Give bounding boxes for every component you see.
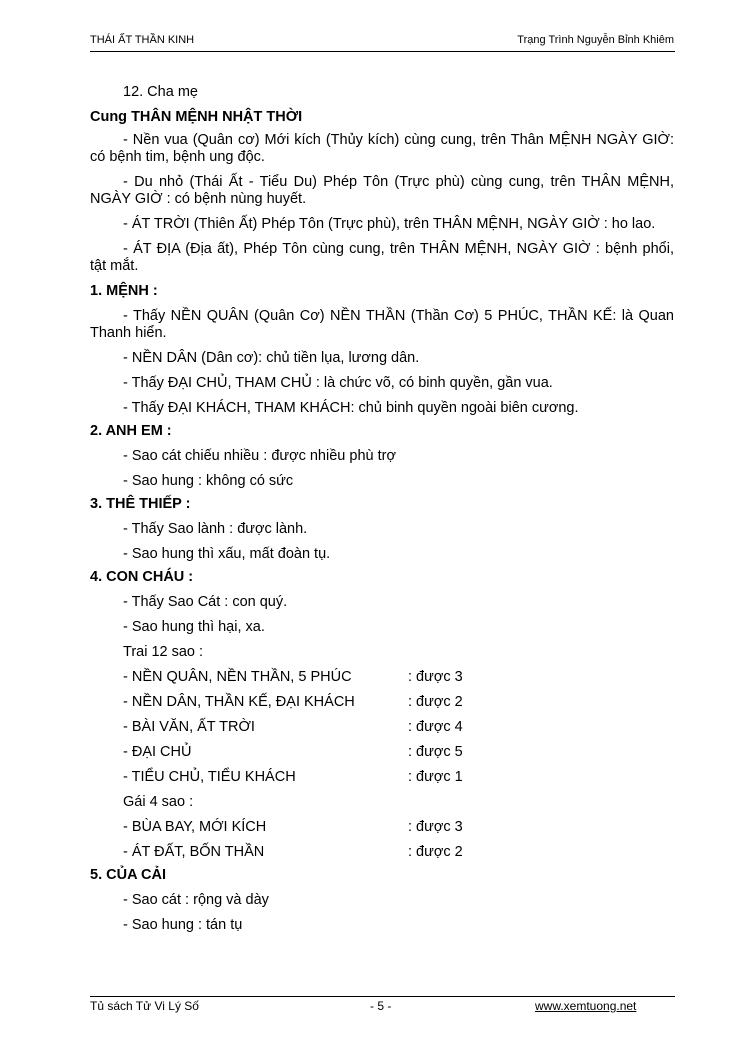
- section-5-line: - Sao hung : tán tụ: [123, 917, 243, 933]
- section-1-line: - Thấy ĐẠI CHỦ, THAM CHỦ : là chức võ, có binh quyền, gần vua.: [123, 375, 553, 391]
- gai-row-value: : được 2: [408, 844, 463, 860]
- section-4-line: - Sao hung thì hại, xa.: [123, 619, 265, 635]
- section-1-line: - NỀN DÂN (Dân cơ): chủ tiền lụa, lương dân.: [123, 350, 420, 366]
- gai-row-value: : được 3: [408, 819, 463, 835]
- section-4-heading: 4. CON CHÁU :: [90, 569, 194, 585]
- trai-list: [90, 669, 674, 786]
- section-3-line: - Sao hung thì xấu, mất đoàn tụ.: [123, 546, 331, 562]
- trai-row-value: : được 4: [408, 719, 463, 735]
- gai-row-name: - ÁT ĐẤT, BỐN THẦN: [123, 844, 265, 860]
- section-3-line: - Thấy Sao lành : được lành.: [123, 521, 308, 537]
- page-number: - 5 -: [370, 999, 392, 1013]
- trai-row-name: - BÀI VĂN, ẤT TRỜI: [123, 719, 255, 735]
- section-3-heading: 3. THÊ THIẾP :: [90, 496, 191, 512]
- trai-row-name: - NỀN QUÂN, NỀN THẦN, 5 PHÚC: [123, 669, 352, 685]
- gai-label: Gái 4 sao :: [123, 794, 194, 810]
- section-1-heading: 1. MỆNH :: [90, 283, 158, 299]
- trai-row: [123, 694, 674, 711]
- section-2-heading: 2. ANH EM :: [90, 423, 172, 439]
- cung-line: - ÁT TRỜI (Thiên Ất) Phép Tôn (Trực phù), trên THÂN MỆNH, NGÀY GIỜ : ho lao.: [123, 216, 656, 232]
- gai-row: [123, 844, 674, 861]
- trai-row-value: : được 5: [408, 744, 463, 760]
- trai-row: [123, 744, 674, 761]
- gai-list: [90, 819, 674, 861]
- trai-row-name: - ĐẠI CHỦ: [123, 744, 192, 760]
- footer-collection: Tủ sách Tử Vi Lý Số: [90, 999, 199, 1013]
- trai-row-name: - NỀN DÂN, THẦN KẾ, ĐẠI KHÁCH: [123, 694, 355, 710]
- trai-row: [123, 719, 674, 736]
- trai-row-value: : được 2: [408, 694, 463, 710]
- cung-heading: Cung THÂN MỆNH NHẬT THỜI: [90, 109, 303, 125]
- page-footer: [90, 996, 675, 1015]
- header-book-title: THÁI ẤT THẦN KINH: [90, 34, 195, 46]
- gai-row-name: - BÙA BAY, MỚI KÍCH: [123, 819, 267, 835]
- section-2-line: - Sao cát chiếu nhiều : được nhiều phù trợ: [123, 448, 396, 464]
- trai-row: [123, 769, 674, 786]
- gai-row: [123, 819, 674, 836]
- cung-line: - Du nhỏ (Thái Ất - Tiểu Du) Phép Tôn (Trực phù) cùng cung, trên THÂN MỆNH, NGÀY GIỜ : có bệnh nùng huyết.: [90, 174, 674, 207]
- trai-row-value: : được 3: [408, 669, 463, 685]
- section-2-line: - Sao hung : không có sức: [123, 473, 294, 489]
- header-author: Trạng Trình Nguyễn Bỉnh Khiêm: [517, 34, 674, 46]
- item-12: 12. Cha mẹ: [123, 84, 198, 100]
- page-header: [90, 33, 675, 52]
- section-4-line: - Thấy Sao Cát : con quý.: [123, 594, 288, 610]
- section-5-heading: 5. CỦA CẢI: [90, 867, 166, 883]
- trai-row-name: - TIỂU CHỦ, TIỂU KHÁCH: [123, 769, 296, 785]
- section-1-line: - Thấy ĐẠI KHÁCH, THAM KHÁCH: chủ binh quyền ngoài biên cương.: [123, 400, 579, 416]
- document-body: [90, 84, 674, 934]
- trai-row: [123, 669, 674, 686]
- cung-line: - ÁT ĐỊA (Địa ất), Phép Tôn cùng cung, trên THÂN MỆNH, NGÀY GIỜ : bệnh phổi, tật mắt.: [90, 241, 674, 274]
- footer-website-link[interactable]: www.xemtuong.net: [535, 999, 637, 1013]
- trai-row-value: : được 1: [408, 769, 463, 785]
- cung-line: - Nền vua (Quân cơ) Mới kích (Thủy kích) cùng cung, trên Thân MỆNH NGÀY GIỜ: có bệnh tim, bệnh ung độc.: [90, 132, 674, 165]
- section-5-line: - Sao cát : rộng và dày: [123, 892, 269, 908]
- section-1-line: - Thấy NỀN QUÂN (Quân Cơ) NỀN THẦN (Thần Cơ) 5 PHÚC, THẦN KẾ: là Quan Thanh hiển.: [90, 308, 674, 341]
- trai-label: Trai 12 sao :: [123, 644, 204, 660]
